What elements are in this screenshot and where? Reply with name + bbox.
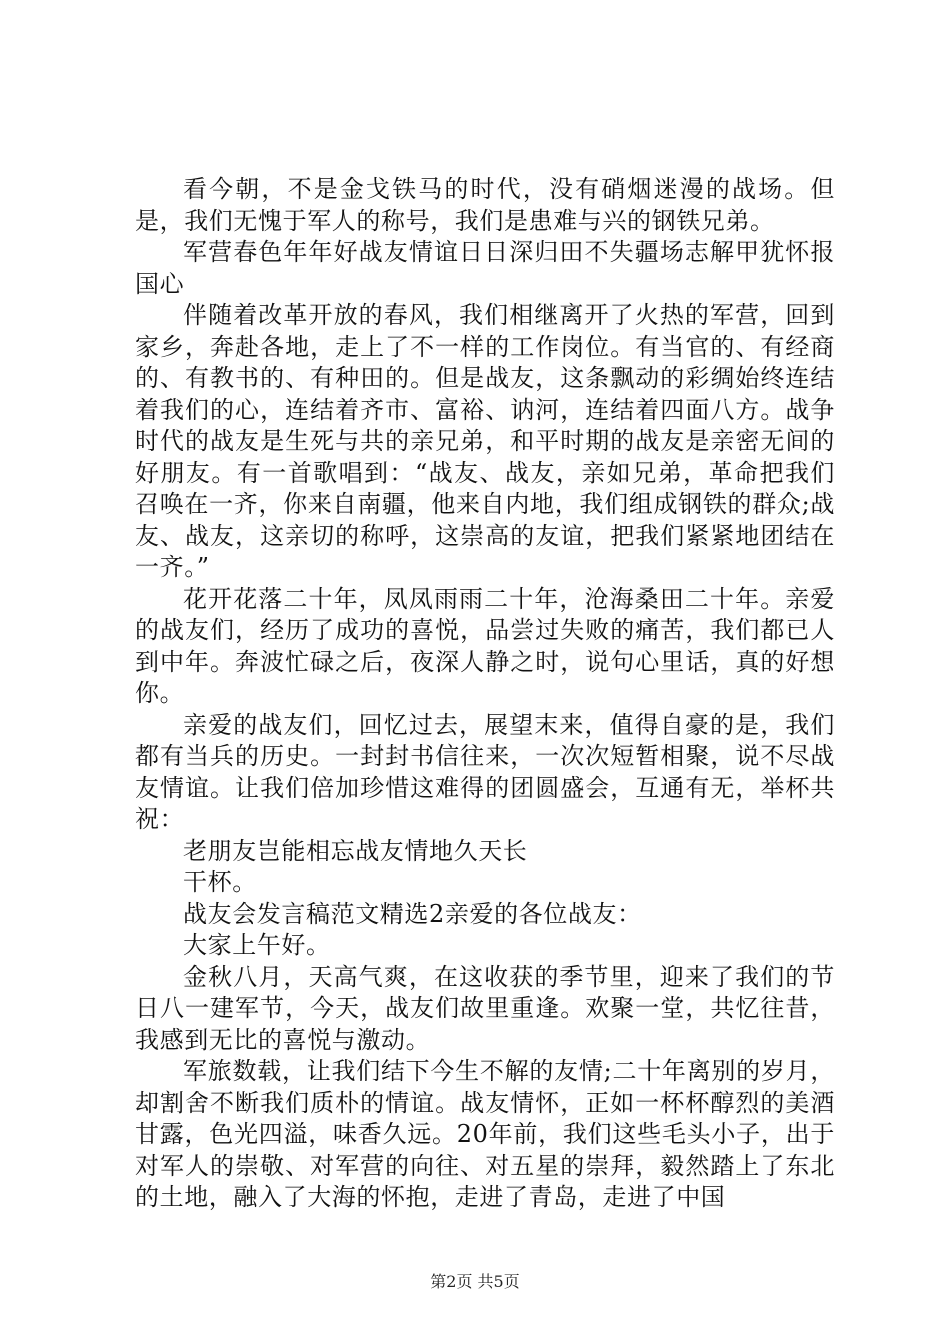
paragraph: 花开花落二十年，凤凤雨雨二十年，沧海桑田二十年。亲爱的战友们，经历了成功的喜悦，品尝过失败的痛苦，我们都已人到中年。奔波忙碌之后，夜深人静之时，说句心里话，真的好想你。	[135, 584, 835, 707]
paragraph: 亲爱的战友们，回忆过去，展望末来，值得自豪的是，我们都有当兵的历史。一封封书信往来，一次次短暂相聚，说不尽战友情谊。让我们倍加珍惜这难得的团圆盛会，互通有无，举杯共祝：	[135, 710, 835, 833]
paragraph: 看今朝，不是金戈铁马的时代，没有硝烟迷漫的战场。但是，我们无愧于军人的称号，我们是患难与兴的钢铁兄弟。	[135, 175, 835, 235]
paragraph: 伴随着改革开放的春风，我们相继离开了火热的军营，回到家乡，奔赴各地，走上了不一样的工作岗位。有当官的、有经商的、有教书的、有种田的。但是战友，这条飘动的彩绸始终连结着我们的心，连结着齐市、富裕、讷河，连结着四面八方。战争时代的战友是生死与共的亲兄弟，和平时期的战友是亲密无间的好朋友。有一首歌唱到：“战友、战友，亲如兄弟，革命把我们召唤在一齐，你来自南疆，他来自内地，我们组成钢铁的群众;战友、战友，这亲切的称呼，这崇高的友谊，把我们紧紧地团结在一齐。”	[135, 301, 835, 581]
paragraph: 老朋友岂能相忘战友情地久天长	[183, 836, 528, 865]
document-body	[135, 174, 835, 1214]
paragraph: 军营春色年年好战友情谊日日深归田不失疆场志解甲犹怀报国心	[135, 238, 835, 298]
paragraph: 金秋八月，天高气爽，在这收获的季节里，迎来了我们的节日八一建军节，今天，战友们故里重逢。欢聚一堂，共忆往昔，我感到无比的喜悦与激动。	[135, 962, 835, 1054]
paragraph: 大家上午好。	[183, 931, 331, 959]
paragraph: 军旅数载，让我们结下今生不解的友情;二十年离别的岁月，却割舍不断我们质朴的情谊。战友情怀，正如一杯杯醇烈的美酒甘露，色光四溢，味香久远。20年前，我们这些毛头小子，出于对军人的崇敬、对军营的向往、对五星的崇拜，毅然踏上了东北的土地，融入了大海的怀抱，走进了青岛，走进了中国	[135, 1057, 835, 1211]
page-number-footer: 第2页 共5页	[430, 1272, 520, 1291]
paragraph: 干杯。	[183, 868, 257, 896]
paragraph: 战友会发言稿范文精选2亲爱的各位战友：	[183, 899, 642, 928]
